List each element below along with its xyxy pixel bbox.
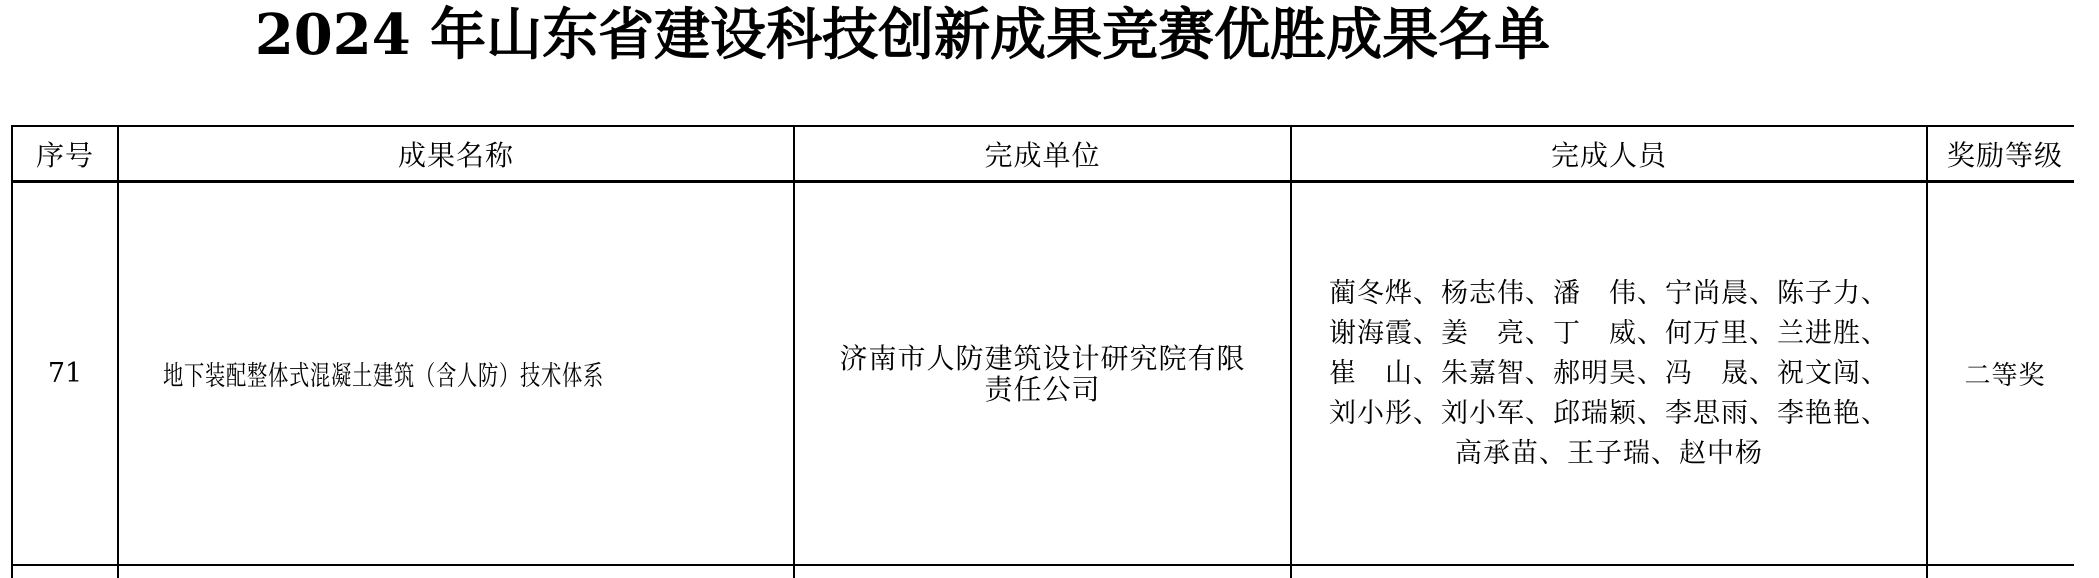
- cell-achievement-name: [119, 183, 795, 566]
- achievement-name-text: 地下装配整体式混凝土建筑（含人防）技术体系: [163, 361, 604, 392]
- personnel-line: 蔺冬烨、杨志伟、潘 伟、宁尚晨、陈子力、: [1329, 277, 1889, 309]
- cell-completing-unit: [795, 183, 1292, 566]
- organization-line: 济南市人防建筑设计研究院有限: [839, 341, 1246, 375]
- next-row-cell-stub: [795, 566, 1292, 578]
- col-header-achievement-name: 成果名称: [119, 127, 795, 183]
- cell-serial-number: 71: [13, 183, 119, 566]
- cell-award-level: 二等奖: [1928, 183, 2074, 566]
- cell-completing-personnel: [1292, 183, 1928, 566]
- col-header-completing-unit: 完成单位: [795, 127, 1292, 183]
- col-header-award-level: 奖励等级: [1928, 127, 2074, 183]
- next-row-cell-stub: [1292, 566, 1928, 578]
- col-header-completing-personnel: 完成人员: [1292, 127, 1928, 183]
- page-title: 2024 年山东省建设科技创新成果竞赛优胜成果名单: [254, 2, 1551, 68]
- next-row-cell-stub: [119, 566, 795, 578]
- personnel-line: 高承苗、王子瑞、赵中杨: [1455, 437, 1763, 469]
- organization-line: 责任公司: [984, 372, 1101, 406]
- next-row-cell-stub: [1928, 566, 2074, 578]
- results-table-grid: [11, 125, 2074, 578]
- personnel-line: 刘小彤、刘小军、邱瑞颖、李思雨、李艳艳、: [1329, 397, 1889, 429]
- next-row-cell-stub: [13, 566, 119, 578]
- col-header-serial-number: 序号: [13, 127, 119, 183]
- results-table: [11, 125, 2074, 578]
- personnel-line: 崔 山、朱嘉智、郝明昊、冯 晟、祝文闯、: [1329, 357, 1889, 389]
- personnel-line: 谢海霞、姜 亮、丁 威、何万里、兰进胜、: [1329, 317, 1889, 349]
